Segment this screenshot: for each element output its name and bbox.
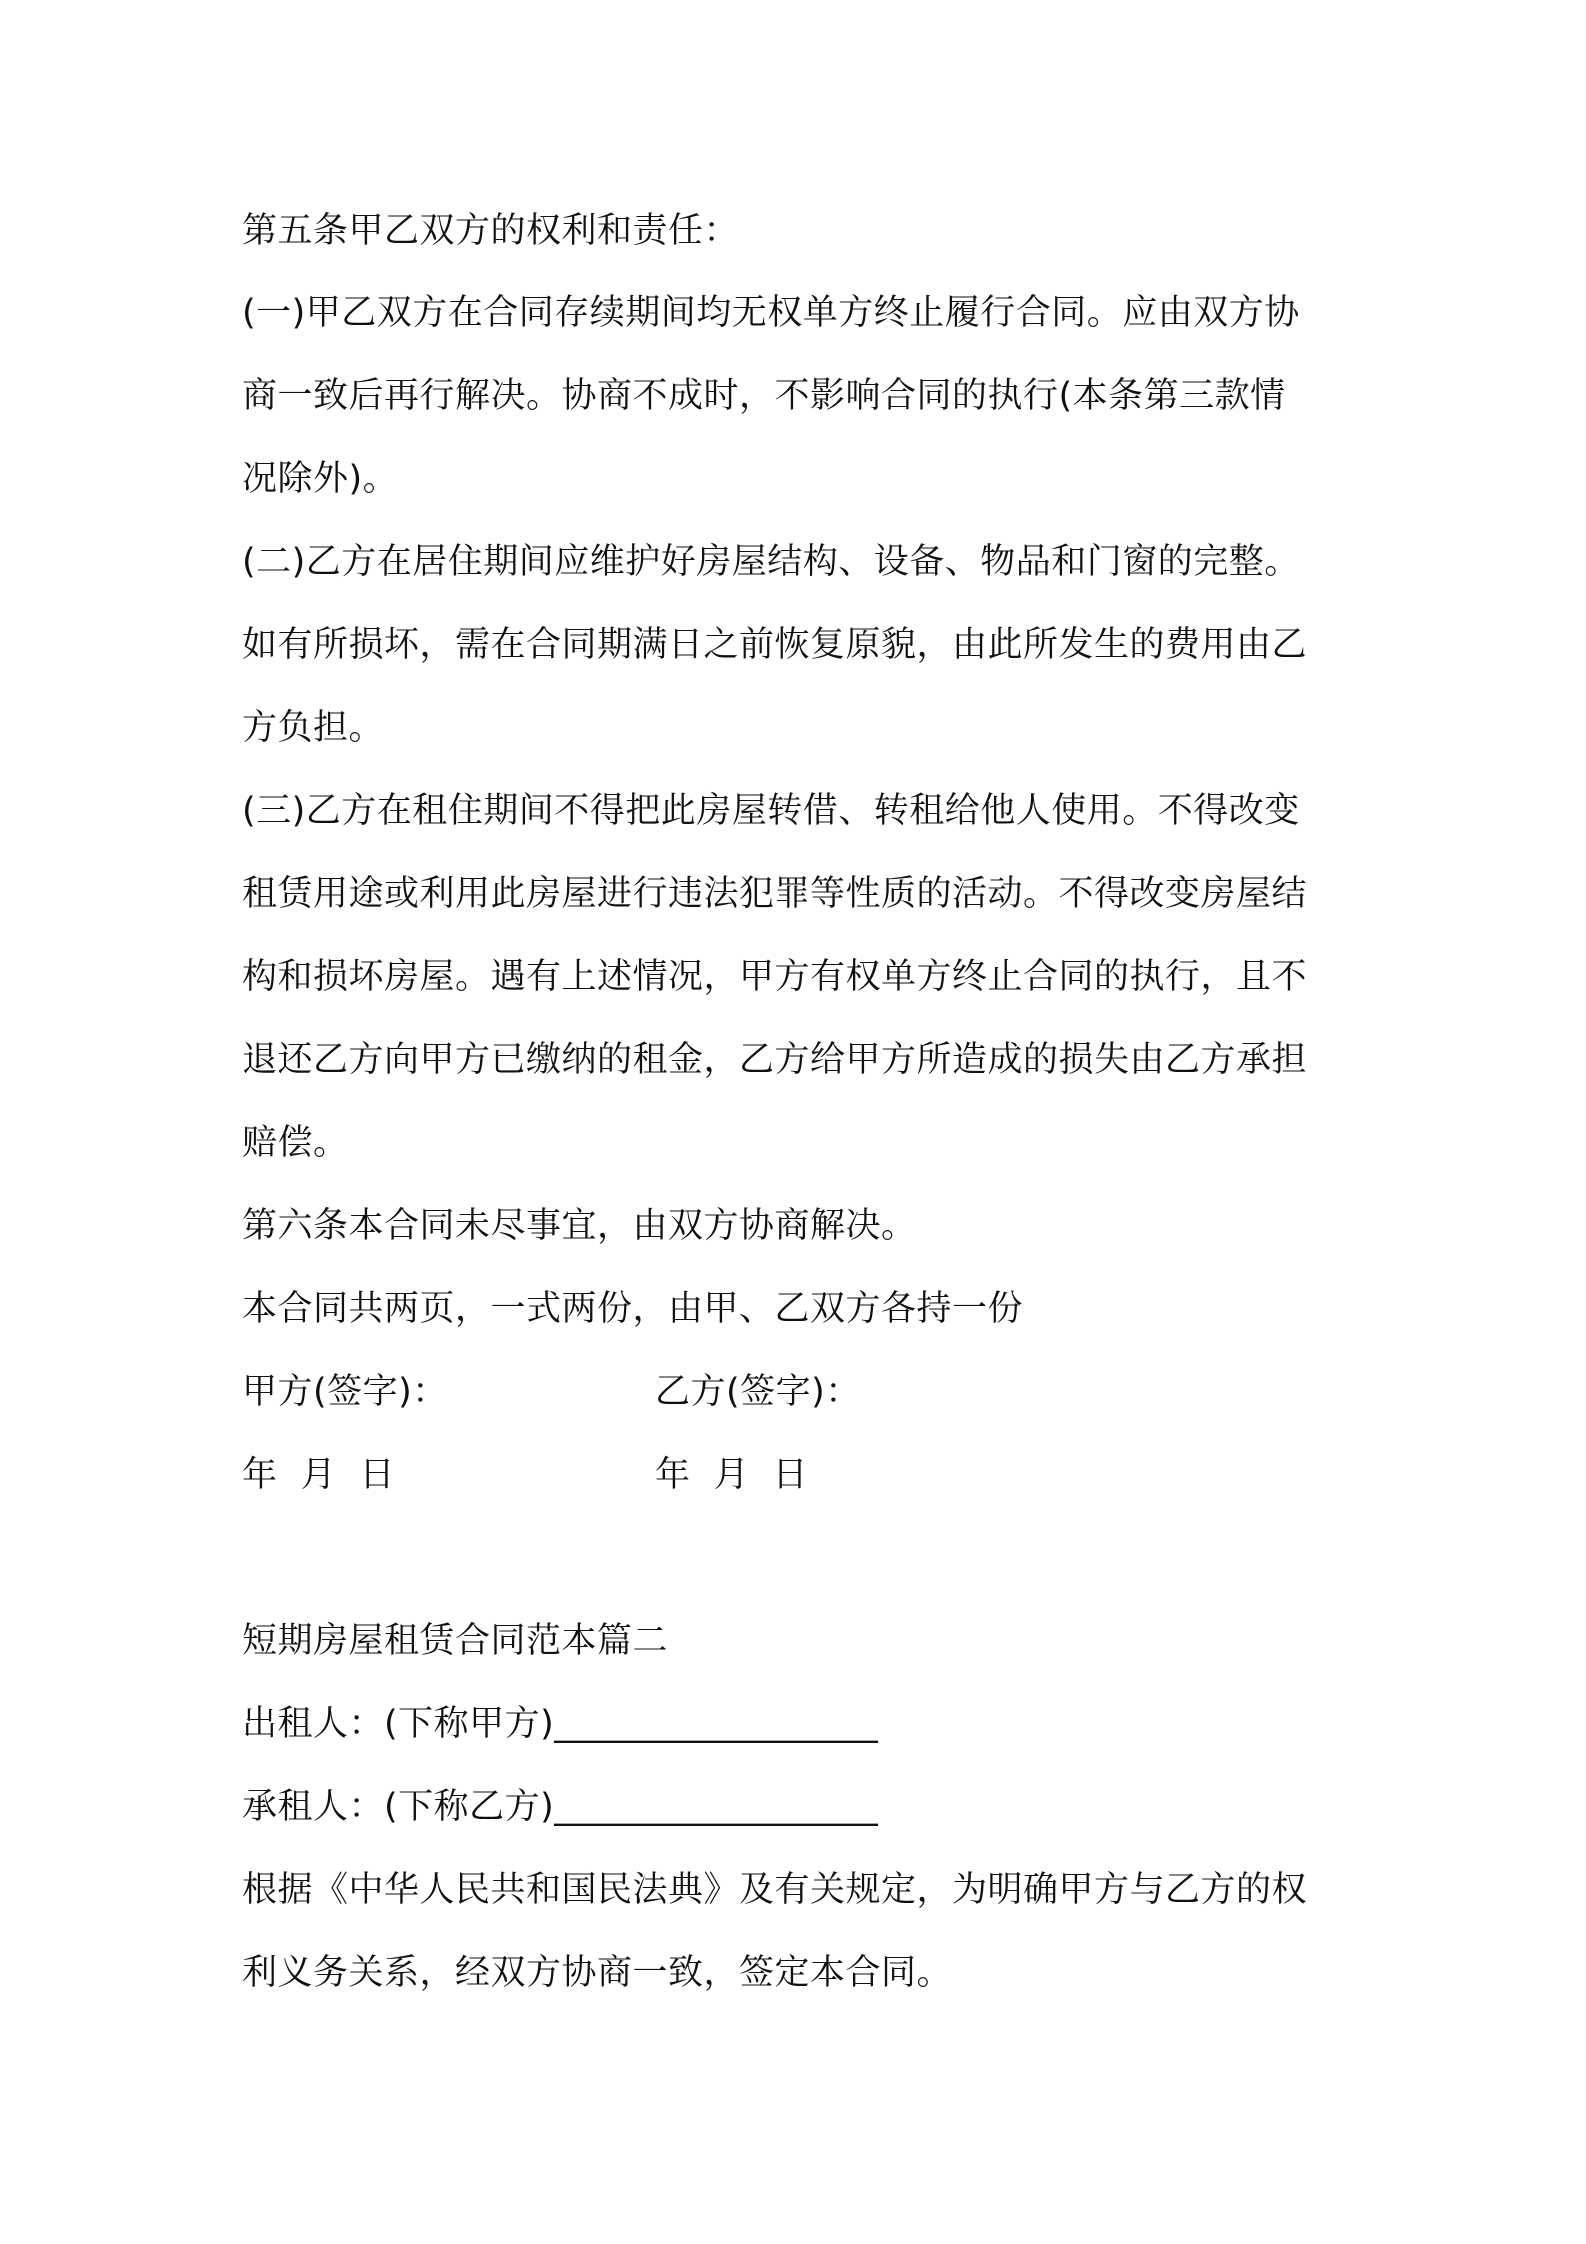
party-b-signature-label: 乙方(签字)： — [655, 1372, 861, 1412]
lessee-line: 承租人：(下称乙方)__________________ — [242, 1787, 879, 1827]
section-5-item-2-line-1: (二)乙方在居住期间应维护好房屋结构、设备、物品和门窗的完整。 — [242, 542, 1300, 582]
section-6: 第六条本合同未尽事宜，由双方协商解决。 — [242, 1206, 917, 1246]
second-contract-title: 短期房屋租赁合同范本篇二 — [242, 1621, 669, 1661]
preamble-line-1: 根据《中华人民共和国民法典》及有关规定，为明确甲方与乙方的权 — [242, 1870, 1308, 1910]
lessor-line: 出租人：(下称甲方)__________________ — [242, 1704, 879, 1744]
copies-note: 本合同共两页，一式两份，由甲、乙双方各持一份 — [242, 1289, 1024, 1329]
section-5-item-3-line-4: 退还乙方向甲方已缴纳的租金，乙方给甲方所造成的损失由乙方承担 — [242, 1040, 1308, 1080]
section-5-item-1-line-1: (一)甲乙双方在合同存续期间均无权单方终止履行合同。应由双方协 — [242, 293, 1300, 333]
section-5-item-3-line-1: (三)乙方在租住期间不得把此房屋转借、转租给他人使用。不得改变 — [242, 791, 1300, 831]
section-5-item-3-line-2: 租赁用途或利用此房屋进行违法犯罪等性质的活动。不得改变房屋结 — [242, 874, 1308, 914]
section-5-item-1-line-3: 况除外)。 — [242, 459, 399, 499]
section-5-item-3-line-3: 构和损坏房屋。遇有上述情况，甲方有权单方终止合同的执行，且不 — [242, 957, 1308, 997]
section-5-item-2-line-3: 方负担。 — [242, 708, 385, 748]
section-5-item-2-line-2: 如有所损坏，需在合同期满日之前恢复原貌，由此所发生的费用由乙 — [242, 625, 1308, 665]
party-b-date: 年 月 日 — [655, 1455, 809, 1495]
party-a-date: 年 月 日 — [242, 1455, 396, 1495]
section-5-item-3-line-5: 赔偿。 — [242, 1123, 349, 1163]
party-a-signature-label: 甲方(签字)： — [242, 1372, 448, 1412]
preamble-line-2: 利义务关系，经双方协商一致，签定本合同。 — [242, 1953, 953, 1993]
section-5-item-1-line-2: 商一致后再行解决。协商不成时，不影响合同的执行(本条第三款情 — [242, 376, 1286, 416]
section-5-heading: 第五条甲乙双方的权利和责任： — [242, 211, 740, 251]
